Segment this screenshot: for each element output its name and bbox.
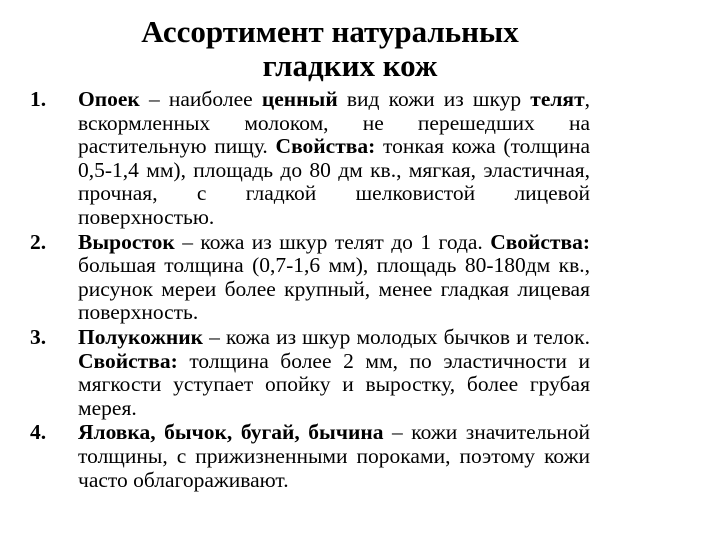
item-number: 1. [30,87,47,111]
item-term: Выросток [78,229,175,254]
item-properties-text: большая толщина (0,7-1,6 мм), площадь 80-180дм кв., рисунок мереи более крупный, менее гладкая лицевая поверхность. [78,253,590,325]
item-text [78,231,590,325]
item-text-part: – кожи значительной толщины, с прижизненными пороками, поэтому кожи часто облагораживают. [78,420,590,492]
list-item [30,88,590,230]
item-term: Яловка, бычок, бугай, бычина [78,420,384,445]
item-term: Опоек [78,87,140,111]
item-properties-label: Свойства: [275,134,376,159]
slide-title-line1: Ассортимент натуральных [141,14,519,49]
item-dash: – [139,87,169,111]
list-item [30,326,590,420]
slide-title [60,12,600,86]
item-emphasis: телят [530,87,585,111]
item-text [78,326,590,420]
item-text [78,421,590,492]
item-properties-text: толщина более 2 мм, по эластичности и мягкости уступает опойку и выростку, более грубая мерея. [78,348,590,420]
item-properties-text: тонкая кожа (толщина 0,5-1,4 мм), площадь до 80 дм кв., мягкая, эластичная, прочная, с гладкой шелковистой лицевой поверхностью. [78,134,590,229]
item-text-part: вид кожи из шкур [337,87,531,111]
slide-title-line2: гладких кож [262,48,438,83]
item-text-part: – кожа из шкур молодых бычков и телок. [203,324,590,349]
item-properties-label: Свойства: [78,348,178,373]
item-term: Полукожник [78,324,204,349]
item-text-part: наиболее [168,87,262,111]
item-emphasis: ценный [261,87,338,111]
item-number: 2. [30,229,47,254]
item-number: 4. [30,420,47,445]
list-item [30,231,590,325]
list-item [30,421,590,492]
item-text-part: – кожа из шкур телят до 1 года. [174,229,491,254]
item-text-part: , вскормленных молоком, не перешедших на растительную пищу. [78,87,590,159]
item-properties-label: Свойства: [490,229,590,254]
item-number: 3. [30,324,47,349]
assortment-list [30,88,590,493]
item-text [78,88,590,230]
